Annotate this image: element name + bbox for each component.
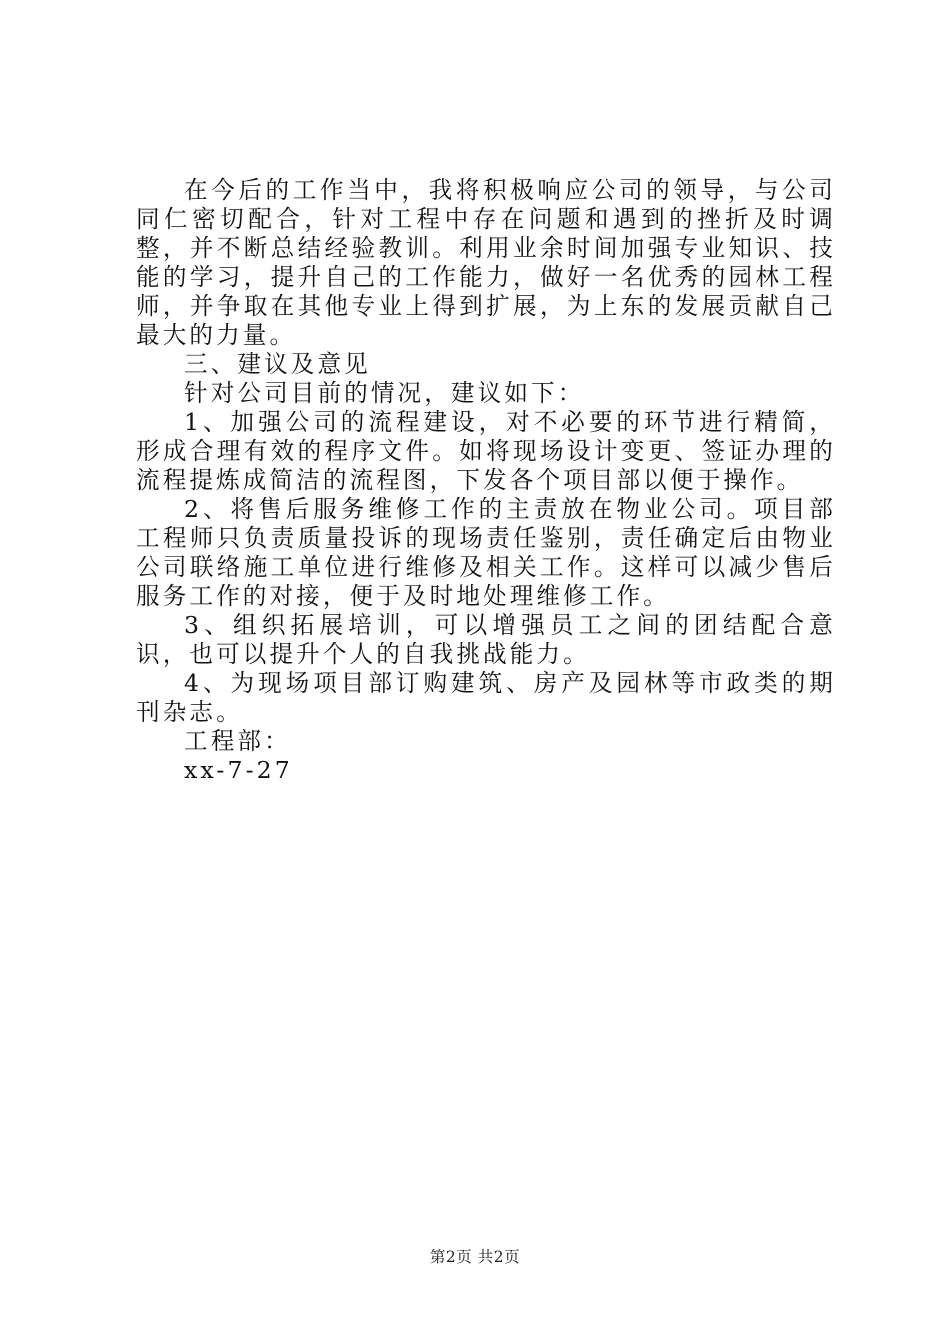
suggestion-item-4: 4、为现场项目部订购建筑、房产及园林等市政类的期刊杂志。 bbox=[136, 669, 836, 726]
section-heading-suggestions: 三、建议及意见 bbox=[184, 350, 371, 378]
paragraph-closing-commitment: 在今后的工作当中，我将积极响应公司的领导，与公司同仁密切配合，针对工程中存在问题和遇到的挫折及时调整，并不断总结经验教训。利用业余时间加强专业知识、技能的学习，提升自己的工作能力，做好一名优秀的园林工程师，并争取在其他专业上得到扩展，为上东的发展贡献自己最大的力量。 bbox=[136, 176, 836, 349]
page-number-label: 第2页 共2页 bbox=[429, 1248, 521, 1266]
suggestion-item-1: 1、加强公司的流程建设，对不必要的环节进行精简，形成合理有效的程序文件。如将现场设计变更、签证办理的流程提炼成简洁的流程图，下发各个项目部以便于操作。 bbox=[136, 408, 836, 494]
signature-date: xx-7-27 bbox=[184, 756, 293, 784]
suggestion-item-3: 3、组织拓展培训，可以增强员工之间的团结配合意识，也可以提升个人的自我挑战能力。 bbox=[136, 611, 836, 668]
page-footer bbox=[0, 1245, 950, 1267]
suggestion-item-2: 2、将售后服务维修工作的主责放在物业公司。项目部工程师只负责质量投诉的现场责任鉴别，责任确定后由物业公司联络施工单位进行维修及相关工作。这样可以减少售后服务工作的对接，便于及时地处理维修工作。 bbox=[136, 495, 836, 610]
document-body bbox=[136, 176, 836, 785]
paragraph-suggestions-intro: 针对公司目前的情况，建议如下： bbox=[184, 379, 585, 407]
signature-department: 工程部： bbox=[184, 727, 291, 755]
